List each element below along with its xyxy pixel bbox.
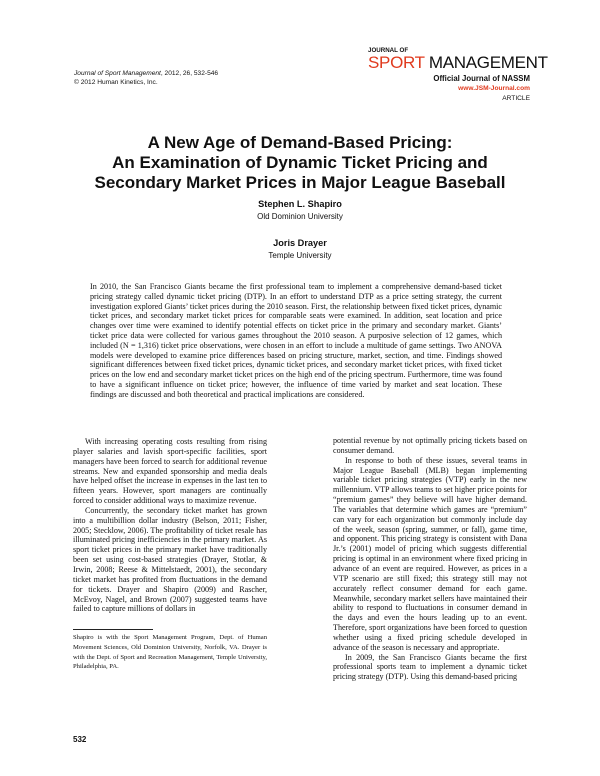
page-number: 532	[73, 735, 87, 744]
masthead-journal-title	[368, 54, 548, 72]
copyright: © 2012 Human Kinetics, Inc.	[74, 78, 158, 86]
author-name: Stephen L. Shapiro	[258, 199, 342, 209]
title-line-1: A New Age of Demand-Based Pricing:	[147, 133, 453, 152]
journal-name: Journal of Sport Management	[74, 70, 161, 77]
title-line-2: An Examination of Dynamic Ticket Pricing and	[112, 153, 488, 172]
author-block-2	[60, 238, 540, 260]
body-paragraph: With increasing operating costs resulting from rising player salaries and lavish sport-specific facilities, sport managers have been forced to search for additional revenue streams. New and expanded sponsorship and media deals have helped offset the increase in expenses in the last ten to fifteen years. However, sport managers are continually forced to consider additional ways to maximize revenue.	[73, 437, 267, 506]
author-footnote: Shapiro is with the Sport Management Program, Dept. of Human Movement Sciences, Old Dominion University, Norfolk, VA. Drayer is with the Dept. of Sport and Recreation Management, Temple University, Philadelphia, PA.	[73, 634, 267, 671]
article-title	[60, 133, 540, 193]
journal-citation	[74, 70, 218, 87]
abstract: In 2010, the San Francisco Giants became the first professional team to implement a comprehensive demand-based ticket pricing strategy called dynamic ticket pricing (DTP). In an effort to understand DTP as a price setting strategy, the current investigation explored Giants’ ticket prices during the 2010 season. First, the relationship between fixed ticket prices, dynamic ticket prices, and secondary market ticket prices for comparable seats were examined. In addition, seat location and price changes over time were examined to identify potential effects on ticket price in the primary and secondary market. Giants’ ticket price data were collected for various games throughout the 2010 season. A purposive selection of 12 games, which included (N = 1,316) ticket price observations, were chosen in an effort to include a multitude of game settings. Two ANOVA models were developed to examine price differences based on pricing structure, market, section, and time. Findings showed significant differences between fixed ticket prices, dynamic ticket prices, and secondary market ticket prices, with fixed ticket prices on the low end and secondary market ticket prices on the high end of the pricing spectrum. Furthermore, time was found to have a significant influence on ticket price; however, the influence of time varied by market and seat location. These findings are discussed and both theoretical and practical implications are considered.	[90, 282, 502, 399]
body-paragraph: Concurrently, the secondary ticket market has grown into a multibillion dollar industry (Belson, 2011; Fisher, 2005; Stecklow, 2006). The profitability of ticket resale has illuminated pricing inefficiencies in the primary market. As sport ticket prices in the primary market have traditionally been set using cost-based strategies (Drayer, Stotlar, & Irwin, 2008; Reese & Mittelstaedt, 2001), the secondary ticket market has profited from fluctuations in the demand for tickets. Drayer and Shapiro (2009) and Rascher, McEvoy, Nagel, and Brown (2007) suggested teams have failed to capture millions of dollars in	[73, 505, 267, 614]
title-line-3: Secondary Market Prices in Major League Baseball	[94, 173, 506, 192]
masthead-url[interactable]: www.JSM-Journal.com	[458, 85, 530, 92]
author-affiliation: Old Dominion University	[257, 212, 343, 221]
footnote-divider	[73, 629, 153, 630]
masthead-official: Official Journal of NASSM	[433, 74, 530, 83]
body-column-right	[333, 436, 527, 682]
masthead-sport: SPORT	[368, 53, 425, 72]
body-paragraph: In response to both of these issues, several teams in Major League Baseball (MLB) began implementing variable ticket pricing strategies (VTP) early in the new millennium. VTP allows teams to set higher price points for “premium games” they believe will have higher demand. The variables that determine which games are “premium” can vary for each organization but commonly include day of the week, season (spring, summer, or fall), game time, and opponent. This pricing strategy is consistent with Dana Jr.’s (2001) model of pricing which suggests differential pricing is optimal in an environment where fixed pricing in advance of an event are required. However, as prices in a VTP scenario are still fixed; this strategy still may not accurately reflect consumer demand for each game. Meanwhile, secondary market sellers have maintained their ability to respond to fluctuations in consumer demand in the days and even the hours leading up to an event. Therefore, sport organizations have been forced to question whether using a fixed pricing schedule developed in advance of the season is necessary and appropriate.	[333, 455, 527, 652]
body-paragraph: In 2009, the San Francisco Giants became the first professional sports team to implement a dynamic ticket pricing strategy (DTP). Using this demand-based pricing	[333, 652, 527, 682]
author-name: Joris Drayer	[273, 238, 327, 248]
body-paragraph: potential revenue by not optimally pricing tickets based on consumer demand.	[333, 436, 527, 455]
body-column-left	[73, 437, 267, 614]
masthead-management: MANAGEMENT	[424, 53, 548, 72]
author-block-1	[60, 199, 540, 221]
citation-details: , 2012, 26, 532-546	[160, 70, 219, 77]
author-affiliation: Temple University	[268, 251, 332, 260]
masthead-journal-of: JOURNAL OF	[368, 47, 409, 54]
article-type: ARTICLE	[502, 95, 530, 102]
